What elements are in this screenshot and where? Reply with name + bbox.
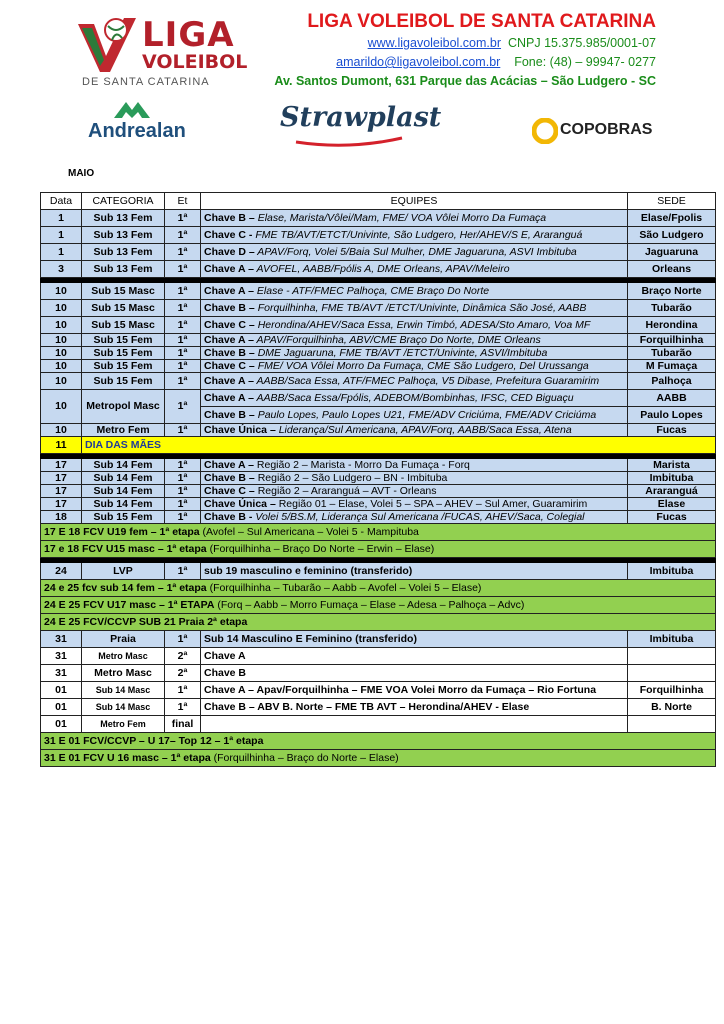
row-stage: 1ª [165, 210, 201, 227]
group-teams: Liderança/Sul Americana, APAV/Forq, AABB/Saca Essa, Atena [275, 423, 572, 436]
row-teams [201, 563, 628, 580]
group-key: Chave A – [204, 284, 254, 297]
group-teams: FME/ VOA Vôlei Morro Da Fumaça, CME São Ludgero, Del Urussanga [254, 359, 589, 372]
row-stage: 1ª [165, 300, 201, 317]
group-teams: Região 2 – Marista - Morro Da Fumaça - Forq [254, 458, 470, 471]
row-venue: Imbituba [628, 472, 716, 485]
event-banner-title: 17 E 18 FCV U19 fem – 1ª etapa [44, 525, 200, 538]
group-teams: Forquilhinha, FME TB/AVT /ETCT/Univinte, Dinâmica São José, AABB [254, 301, 587, 314]
row-venue: Palhoça [628, 373, 716, 390]
group-key: Chave A – [204, 333, 254, 346]
row-teams [201, 716, 628, 733]
row-teams [201, 244, 628, 261]
row-date: 31 [41, 631, 82, 648]
row-stage: 1ª [165, 227, 201, 244]
event-banner-row [41, 524, 716, 541]
row-stage: 1ª [165, 498, 201, 511]
group-teams: Volei 5/BS.M, Liderança Sul Americana /FUCAS, AHEV/Saca, Colegial [252, 510, 585, 523]
group-key: Chave A – [204, 374, 254, 387]
group-teams: DME Jaguaruna, FME TB/AVT /ETCT/Univinte, ASVI/Imbituba [254, 346, 548, 359]
month-label: MAIO [68, 168, 95, 179]
table-row [41, 498, 716, 511]
group-key: Chave C – [204, 484, 255, 497]
row-stage: 1ª [165, 261, 201, 278]
event-banner-detail: (Avofel – Sul Americana – Volei 5 - Mampituba [199, 525, 419, 538]
row-venue: Elase/Fpolis [628, 210, 716, 227]
email-link[interactable]: amarildo@ligavoleibol.com.br [336, 55, 501, 69]
row-category: Sub 15 Masc [82, 283, 165, 300]
group-key: sub 19 masculino e feminino (transferido) [204, 564, 413, 577]
row-date: 01 [41, 716, 82, 733]
row-teams [201, 300, 628, 317]
table-row [41, 300, 716, 317]
group-key: Chave Única – [204, 497, 276, 510]
row-date: 31 [41, 648, 82, 665]
group-key: Chave A – Apav/Forquilhinha – FME VOA Volei Morro da Fumaça – Rio Fortuna [204, 683, 597, 696]
row-date: 01 [41, 682, 82, 699]
row-category: Metro Masc [82, 665, 165, 682]
row-category: Metro Fem [82, 716, 165, 733]
row-venue [628, 665, 716, 682]
phone-text: Fone: (48) – 99947- 0277 [514, 55, 656, 69]
row-date: 01 [41, 699, 82, 716]
col-data: Data [41, 193, 82, 210]
row-teams [201, 665, 628, 682]
table-row [41, 563, 716, 580]
table-row [41, 390, 716, 407]
row-teams [201, 472, 628, 485]
row-stage: 1ª [165, 682, 201, 699]
event-banner-cell [41, 597, 716, 614]
holiday-label: DIA DAS MÃES [82, 437, 716, 454]
row-category: Sub 14 Fem [82, 485, 165, 498]
table-row [41, 261, 716, 278]
row-venue: Tubarão [628, 300, 716, 317]
row-category: Sub 13 Fem [82, 261, 165, 278]
event-banner-title: 24 E 25 FCV U17 masc – 1ª ETAPA [44, 598, 215, 611]
group-key: Chave B [204, 666, 247, 679]
row-date: 10 [41, 424, 82, 437]
logo-subtitle: DE SANTA CATARINA [82, 76, 210, 88]
event-banner-detail: (Forquilhinha – Tubarão – Aabb – Avofel – Volei 5 – Elase) [206, 581, 482, 594]
group-teams: AABB/Saca Essa, ATF/FMEC Palhoça, V5 Dibase, Prefeitura Guaramirim [254, 374, 600, 387]
table-row [41, 716, 716, 733]
row-teams [201, 485, 628, 498]
event-banner-detail: (Forq – Aabb – Morro Fumaça – Elase – Adesa – Palhoça – Advc) [214, 598, 525, 611]
row-teams [201, 347, 628, 360]
row-date: 10 [41, 300, 82, 317]
table-row [41, 424, 716, 437]
row-stage: 1ª [165, 373, 201, 390]
sponsor-strawplast [280, 98, 450, 148]
row-teams [201, 373, 628, 390]
group-key: Chave A [204, 649, 246, 662]
row-date: 31 [41, 665, 82, 682]
row-teams [201, 699, 628, 716]
row-date: 17 [41, 459, 82, 472]
schedule-table [40, 192, 716, 767]
col-equipes: EQUIPES [201, 193, 628, 210]
website-cnpj-line [274, 34, 656, 53]
row-venue: M Fumaça [628, 360, 716, 373]
row-teams [201, 648, 628, 665]
row-stage: 1ª [165, 317, 201, 334]
row-venue: Jaguaruna [628, 244, 716, 261]
row-teams [201, 334, 628, 347]
group-teams: AABB/Saca Essa/Fpólis, ADEBOM/Bombinhas, IFSC, CED Biguaçu [254, 391, 574, 404]
row-venue: Fucas [628, 511, 716, 524]
group-teams: APAV/Forq, Volei 5/Baia Sul Mulher, DME Jaguaruna, ASVI Imbituba [254, 245, 577, 258]
row-venue: Imbituba [628, 563, 716, 580]
group-key: Chave C - [204, 228, 253, 241]
row-venue [628, 716, 716, 733]
logo-liga-text: LIGA [142, 15, 235, 55]
table-row [41, 244, 716, 261]
row-date: 1 [41, 227, 82, 244]
table-row [41, 459, 716, 472]
row-category: Sub 15 Fem [82, 373, 165, 390]
cnpj-text: CNPJ 15.375.985/0001-07 [507, 36, 656, 50]
row-venue: Paulo Lopes [628, 407, 716, 424]
row-stage: 1ª [165, 347, 201, 360]
holiday-row [41, 437, 716, 454]
group-key: Chave C – [204, 318, 255, 331]
event-banner-detail: (Forquilhinha – Braço do Norte – Elase) [210, 751, 399, 764]
event-banner-title: 31 E 01 FCV/CCVP – U 17– Top 12 – 1ª etapa [44, 734, 264, 747]
row-date: 17 [41, 472, 82, 485]
row-venue: Imbituba [628, 631, 716, 648]
table-row [41, 682, 716, 699]
group-key: Chave B – [204, 471, 255, 484]
row-date: 10 [41, 347, 82, 360]
row-venue [628, 648, 716, 665]
col-categoria: CATEGORIA [82, 193, 165, 210]
event-banner-title: 24 E 25 FCV/CCVP SUB 21 Praia 2ª etapa [44, 615, 248, 628]
row-category: Praia [82, 631, 165, 648]
row-teams [201, 511, 628, 524]
table-row [41, 373, 716, 390]
row-teams [201, 682, 628, 699]
event-banner-row [41, 750, 716, 767]
row-teams [201, 498, 628, 511]
event-banner-row [41, 597, 716, 614]
row-venue: B. Norte [628, 699, 716, 716]
event-banner-cell [41, 524, 716, 541]
row-stage: 2ª [165, 648, 201, 665]
event-banner-title: 17 e 18 FCV U15 masc – 1ª etapa [44, 542, 207, 555]
email-phone-line [274, 53, 656, 72]
sponsor-copobras [530, 98, 660, 148]
website-link[interactable]: www.ligavoleibol.com.br [367, 36, 502, 50]
row-date: 11 [41, 437, 82, 454]
group-key: Chave C – [204, 359, 255, 372]
row-category: Metro Fem [82, 424, 165, 437]
row-teams [201, 210, 628, 227]
table-row [41, 511, 716, 524]
row-teams [201, 283, 628, 300]
row-date: 24 [41, 563, 82, 580]
event-banner-row [41, 541, 716, 558]
address-text: Av. Santos Dumont, 631 Parque das Acácias – São Ludgero - SC [274, 74, 656, 88]
row-stage: 1ª [165, 699, 201, 716]
row-teams [201, 261, 628, 278]
row-venue: Elase [628, 498, 716, 511]
row-stage: 1ª [165, 390, 201, 424]
row-venue: Forquilhinha [628, 334, 716, 347]
row-teams [201, 459, 628, 472]
row-venue: AABB [628, 390, 716, 407]
org-title: LIGA VOLEIBOL DE SANTA CATARINA [307, 11, 656, 32]
table-row [41, 347, 716, 360]
event-banner-cell [41, 541, 716, 558]
row-category: Metro Masc [82, 648, 165, 665]
row-category: Sub 14 Fem [82, 472, 165, 485]
row-venue: Araranguá [628, 485, 716, 498]
event-banner-detail: (Forquilhinha – Braço Do Norte – Erwin – Elase) [206, 542, 435, 555]
event-banner-row [41, 614, 716, 631]
event-banner-cell [41, 733, 716, 750]
row-teams [201, 360, 628, 373]
group-key: Chave D – [204, 245, 255, 258]
group-key: Chave A – [204, 262, 254, 275]
sponsor-strawplast-name: Strawplast [280, 102, 442, 133]
row-category: Sub 13 Fem [82, 244, 165, 261]
andrealan-icon [112, 98, 152, 120]
row-teams [201, 390, 628, 407]
row-teams [201, 424, 628, 437]
row-category: Sub 13 Fem [82, 227, 165, 244]
event-banner-row [41, 733, 716, 750]
group-teams: APAV/Forquilhinha, ABV/CME Braço Do Norte, DME Orleans [254, 333, 541, 346]
table-row [41, 317, 716, 334]
row-category: Sub 14 Fem [82, 498, 165, 511]
group-teams: FME TB/AVT/ETCT/Univinte, São Ludgero, Her/AHEV/S E, Araranguá [252, 228, 583, 241]
row-date: 10 [41, 390, 82, 424]
group-key: Chave B – [204, 301, 255, 314]
row-date: 17 [41, 485, 82, 498]
sponsor-copobras-name: COPOBRAS [560, 121, 653, 138]
table-row [41, 665, 716, 682]
group-teams: AVOFEL, AABB/Fpólis A, DME Orleans, APAV/Meleiro [254, 262, 510, 275]
event-banner-title: 24 e 25 fcv sub 14 fem – 1ª etapa [44, 581, 207, 594]
row-teams [201, 407, 628, 424]
group-key: Chave B – ABV B. Norte – FME TB AVT – Herondina/AHEV - Elase [204, 700, 530, 713]
row-stage: 1ª [165, 472, 201, 485]
row-teams [201, 317, 628, 334]
row-date: 17 [41, 498, 82, 511]
row-stage: 1ª [165, 631, 201, 648]
row-date: 10 [41, 373, 82, 390]
group-key: Chave Única – [204, 423, 276, 436]
row-date: 18 [41, 511, 82, 524]
event-banner-cell [41, 750, 716, 767]
table-row [41, 485, 716, 498]
table-row [41, 631, 716, 648]
row-venue: Herondina [628, 317, 716, 334]
row-date: 3 [41, 261, 82, 278]
col-et: Et [165, 193, 201, 210]
group-key: Chave B – [204, 408, 255, 421]
row-category: Sub 15 Fem [82, 334, 165, 347]
row-stage: 1ª [165, 244, 201, 261]
group-teams: Paulo Lopes, Paulo Lopes U21, FME/ADV Criciúma, FME/ADV Criciúma [254, 408, 597, 421]
row-venue: Marista [628, 459, 716, 472]
group-teams: Elase, Marista/Vôlei/Mam, FME/ VOA Vôlei Morro Da Fumaça [254, 211, 547, 224]
row-category: Sub 15 Fem [82, 347, 165, 360]
group-key: Chave A – [204, 391, 254, 404]
row-category: Sub 14 Masc [82, 699, 165, 716]
table-row [41, 283, 716, 300]
row-venue: Fucas [628, 424, 716, 437]
table-row [41, 648, 716, 665]
row-date: 10 [41, 360, 82, 373]
logo-voleibol-text: VOLEIBOL [142, 51, 248, 73]
row-venue: Forquilhinha [628, 682, 716, 699]
row-date: 10 [41, 334, 82, 347]
row-category: Metropol Masc [82, 390, 165, 424]
row-venue: Orleans [628, 261, 716, 278]
row-venue: Braço Norte [628, 283, 716, 300]
row-teams [201, 227, 628, 244]
group-key: Chave A – [204, 458, 254, 471]
row-venue: Tubarão [628, 347, 716, 360]
sponsor-andrealan [88, 98, 218, 148]
event-banner-cell [41, 614, 716, 631]
group-teams: Região 01 – Elase, Volei 5 – SPA – AHEV – Sul Amer, Guaramirim [275, 497, 588, 510]
row-date: 10 [41, 283, 82, 300]
letterhead [274, 10, 656, 91]
group-key: Sub 14 Masculino E Feminino (transferido) [204, 632, 417, 645]
row-date: 1 [41, 210, 82, 227]
strawplast-swoosh-icon [294, 136, 404, 148]
group-key: Chave B – [204, 346, 255, 359]
group-key: Chave B - [204, 510, 253, 523]
group-teams: Região 2 – Araranguá – AVT - Orleans [254, 484, 437, 497]
row-category: Sub 14 Masc [82, 682, 165, 699]
table-row [41, 360, 716, 373]
table-row [41, 472, 716, 485]
table-row [41, 227, 716, 244]
row-stage: 1ª [165, 424, 201, 437]
row-stage: 1ª [165, 485, 201, 498]
row-stage: 1ª [165, 563, 201, 580]
col-sede: SEDE [628, 193, 716, 210]
row-date: 10 [41, 317, 82, 334]
row-venue: São Ludgero [628, 227, 716, 244]
row-stage: 1ª [165, 334, 201, 347]
table-header-row [41, 193, 716, 210]
row-stage: final [165, 716, 201, 733]
row-stage: 1ª [165, 360, 201, 373]
event-banner-title: 31 E 01 FCV U 16 masc – 1ª etapa [44, 751, 211, 764]
liga-logo [72, 14, 248, 92]
row-category: Sub 15 Fem [82, 360, 165, 373]
row-category: LVP [82, 563, 165, 580]
row-category: Sub 15 Masc [82, 317, 165, 334]
row-teams [201, 631, 628, 648]
group-teams: Região 2 – São Ludgero – BN - Imbituba [254, 471, 448, 484]
row-category: Sub 13 Fem [82, 210, 165, 227]
table-row [41, 699, 716, 716]
row-date: 1 [41, 244, 82, 261]
row-stage: 1ª [165, 511, 201, 524]
table-row [41, 334, 716, 347]
row-category: Sub 15 Masc [82, 300, 165, 317]
table-row [41, 210, 716, 227]
group-key: Chave B – [204, 211, 255, 224]
row-stage: 1ª [165, 283, 201, 300]
row-stage: 2ª [165, 665, 201, 682]
row-category: Sub 14 Fem [82, 459, 165, 472]
group-teams: Herondina/AHEV/Saca Essa, Erwin Timbó, ADESA/Sto Amaro, Voa MF [254, 318, 591, 331]
copobras-icon [532, 118, 558, 144]
row-category: Sub 15 Fem [82, 511, 165, 524]
row-stage: 1ª [165, 459, 201, 472]
sponsor-andrealan-name: Andrealan [88, 120, 186, 142]
group-teams: Elase - ATF/FMEC Palhoça, CME Braço Do Norte [254, 284, 490, 297]
event-banner-cell [41, 580, 716, 597]
event-banner-row [41, 580, 716, 597]
